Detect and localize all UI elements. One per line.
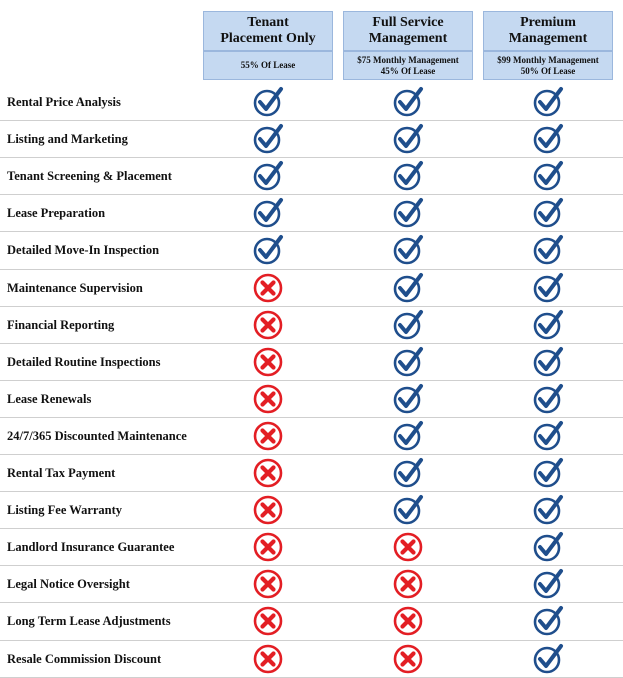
feature-label: Rental Tax Payment xyxy=(7,466,116,480)
included-cell xyxy=(530,492,566,528)
included-cell xyxy=(530,158,566,194)
excluded-cell xyxy=(250,418,286,454)
check-circle-icon xyxy=(252,123,284,155)
x-circle-icon xyxy=(252,346,284,378)
included-cell xyxy=(530,344,566,380)
excluded-cell xyxy=(250,566,286,602)
included-cell xyxy=(530,381,566,417)
check-circle-icon xyxy=(532,272,564,304)
excluded-cell xyxy=(390,529,426,565)
excluded-cell xyxy=(250,344,286,380)
feature-label: Landlord Insurance Guarantee xyxy=(7,540,175,554)
excluded-cell xyxy=(390,603,426,639)
included-cell xyxy=(390,344,426,380)
check-circle-icon xyxy=(532,494,564,526)
x-circle-icon xyxy=(252,568,284,600)
excluded-cell xyxy=(390,641,426,677)
x-circle-icon xyxy=(252,457,284,489)
included-cell xyxy=(250,121,286,157)
check-circle-icon xyxy=(532,123,564,155)
included-cell xyxy=(530,84,566,120)
check-circle-icon xyxy=(252,86,284,118)
check-circle-icon xyxy=(532,531,564,563)
column-header xyxy=(343,11,473,51)
x-circle-icon xyxy=(252,531,284,563)
x-circle-icon xyxy=(252,494,284,526)
feature-label: Resale Commission Discount xyxy=(7,652,162,666)
x-circle-icon xyxy=(252,643,284,675)
check-circle-icon xyxy=(532,86,564,118)
excluded-cell xyxy=(250,307,286,343)
x-circle-icon xyxy=(392,531,424,563)
feature-label: Listing and Marketing xyxy=(7,132,128,146)
column-price-line: 50% Of Lease xyxy=(520,65,576,76)
check-circle-icon xyxy=(392,420,424,452)
included-cell xyxy=(390,232,426,268)
check-circle-icon xyxy=(532,197,564,229)
included-cell xyxy=(390,418,426,454)
included-cell xyxy=(530,603,566,639)
check-circle-icon xyxy=(392,457,424,489)
included-cell xyxy=(250,84,286,120)
check-circle-icon xyxy=(252,197,284,229)
column-title-line: Management xyxy=(508,31,588,46)
included-cell xyxy=(530,232,566,268)
included-cell xyxy=(530,270,566,306)
included-cell xyxy=(390,121,426,157)
check-circle-icon xyxy=(532,234,564,266)
check-circle-icon xyxy=(532,643,564,675)
excluded-cell xyxy=(250,603,286,639)
check-circle-icon xyxy=(392,86,424,118)
x-circle-icon xyxy=(252,309,284,341)
excluded-cell xyxy=(250,455,286,491)
check-circle-icon xyxy=(392,123,424,155)
column-price xyxy=(483,51,613,80)
excluded-cell xyxy=(250,381,286,417)
column-price-line: $75 Monthly Management xyxy=(357,54,459,65)
included-cell xyxy=(390,381,426,417)
feature-label: Maintenance Supervision xyxy=(7,281,143,295)
x-circle-icon xyxy=(252,605,284,637)
x-circle-icon xyxy=(392,568,424,600)
included-cell xyxy=(530,195,566,231)
x-circle-icon xyxy=(252,420,284,452)
x-circle-icon xyxy=(252,383,284,415)
included-cell xyxy=(390,492,426,528)
feature-label: Lease Renewals xyxy=(7,392,92,406)
check-circle-icon xyxy=(392,346,424,378)
included-cell xyxy=(390,84,426,120)
column-price-line: $99 Monthly Management xyxy=(497,54,599,65)
included-cell xyxy=(530,455,566,491)
check-circle-icon xyxy=(392,197,424,229)
included-cell xyxy=(250,232,286,268)
feature-label: Lease Preparation xyxy=(7,206,106,220)
check-circle-icon xyxy=(252,234,284,266)
check-circle-icon xyxy=(392,494,424,526)
feature-label: Tenant Screening & Placement xyxy=(7,169,172,183)
feature-label: Detailed Routine Inspections xyxy=(7,355,161,369)
included-cell xyxy=(390,195,426,231)
included-cell xyxy=(530,641,566,677)
excluded-cell xyxy=(390,566,426,602)
check-circle-icon xyxy=(532,346,564,378)
included-cell xyxy=(250,195,286,231)
included-cell xyxy=(530,418,566,454)
included-cell xyxy=(390,270,426,306)
check-circle-icon xyxy=(392,272,424,304)
column-price xyxy=(343,51,473,80)
x-circle-icon xyxy=(252,272,284,304)
excluded-cell xyxy=(250,270,286,306)
included-cell xyxy=(390,158,426,194)
included-cell xyxy=(390,307,426,343)
check-circle-icon xyxy=(392,234,424,266)
check-circle-icon xyxy=(532,309,564,341)
column-title-line: Premium xyxy=(520,15,576,30)
column-header xyxy=(203,11,333,51)
check-circle-icon xyxy=(532,383,564,415)
check-circle-icon xyxy=(392,160,424,192)
feature-label: 24/7/365 Discounted Maintenance xyxy=(7,429,187,443)
column-title-line: Full Service xyxy=(372,15,444,30)
included-cell xyxy=(530,529,566,565)
feature-label: Financial Reporting xyxy=(7,318,115,332)
x-circle-icon xyxy=(392,643,424,675)
included-cell xyxy=(530,566,566,602)
feature-label: Rental Price Analysis xyxy=(7,95,121,109)
column-title-line: Management xyxy=(368,31,448,46)
feature-label: Legal Notice Oversight xyxy=(7,577,130,591)
check-circle-icon xyxy=(532,160,564,192)
column-price xyxy=(203,51,333,80)
check-circle-icon xyxy=(392,309,424,341)
column-price-line: 55% Of Lease xyxy=(240,60,296,70)
excluded-cell xyxy=(250,641,286,677)
x-circle-icon xyxy=(392,605,424,637)
check-circle-icon xyxy=(392,383,424,415)
included-cell xyxy=(250,158,286,194)
column-title-line: Tenant xyxy=(247,15,289,30)
check-circle-icon xyxy=(532,568,564,600)
column-price-line: 45% Of Lease xyxy=(380,65,436,76)
excluded-cell xyxy=(250,529,286,565)
check-circle-icon xyxy=(532,605,564,637)
feature-label: Listing Fee Warranty xyxy=(7,503,123,517)
included-cell xyxy=(530,307,566,343)
feature-label: Detailed Move-In Inspection xyxy=(7,243,160,257)
excluded-cell xyxy=(250,492,286,528)
check-circle-icon xyxy=(532,420,564,452)
check-circle-icon xyxy=(532,457,564,489)
column-header xyxy=(483,11,613,51)
feature-label: Long Term Lease Adjustments xyxy=(7,614,171,628)
column-title-line: Placement Only xyxy=(220,31,316,46)
check-circle-icon xyxy=(252,160,284,192)
included-cell xyxy=(390,455,426,491)
included-cell xyxy=(530,121,566,157)
